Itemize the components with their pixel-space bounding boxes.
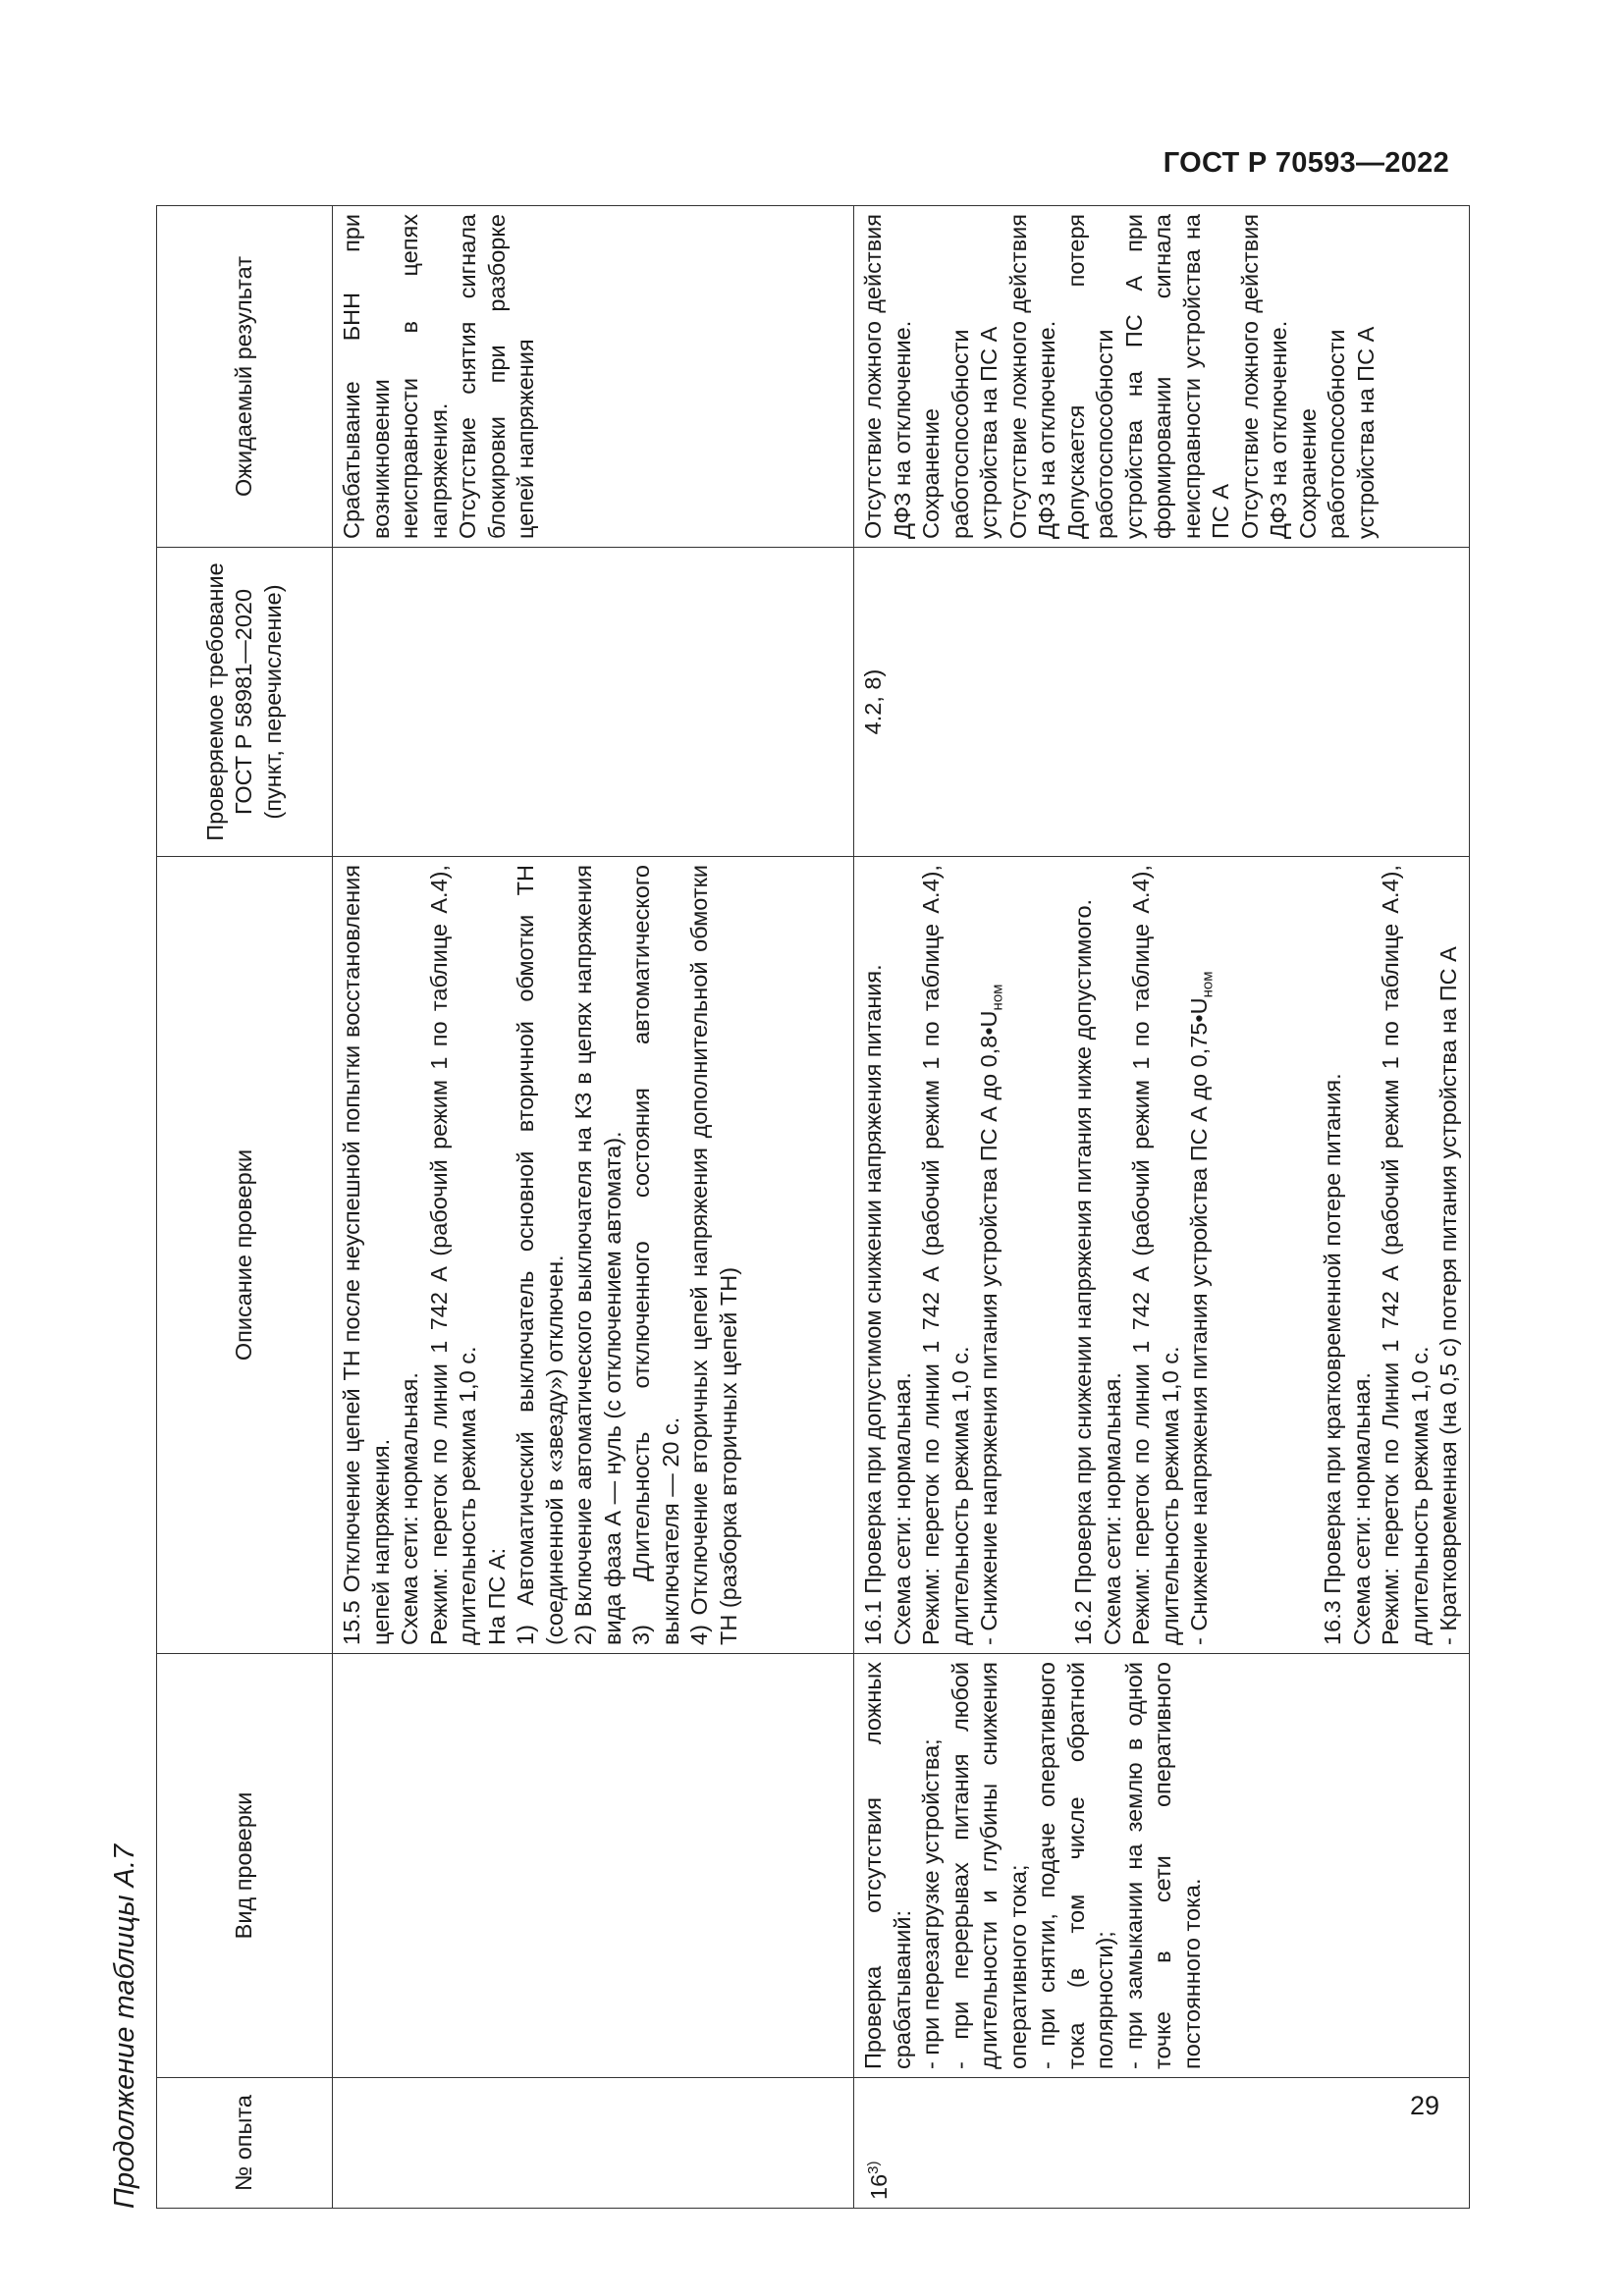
step-subscript: ном bbox=[989, 984, 1006, 1011]
cell-number bbox=[333, 2078, 854, 2209]
check-type-line: - при замыкании на землю в одной точке в сети оперативного постоянного тока. bbox=[1120, 1662, 1205, 2069]
description-line: Режим: переток по Линии 1 742 А (рабочий режим 1 по таблице А.4), длительность режима 1,0 с. bbox=[1378, 865, 1433, 1645]
footnote-mark: 3) bbox=[865, 2161, 882, 2174]
description-line: Схема сети: нормальная. bbox=[889, 1372, 915, 1645]
column-header-number: № опыта bbox=[157, 2078, 333, 2209]
description-line bbox=[1185, 865, 1222, 1645]
result-line: Сохранение работоспособности устройства на ПС А bbox=[1294, 326, 1379, 539]
description-line: Режим: переток по линии 1 742 А (рабочий режим 1 по таблице А.4), длительность режима 1,0 с. bbox=[425, 865, 480, 1645]
result-line: Срабатывание БНН при возникновении неисправности в цепях напряжения. bbox=[339, 214, 452, 539]
description-line: 4) Отключение вторичных цепей напряжения дополнительной обмотки ТН (разборка вторичных цепей ТН) bbox=[686, 865, 741, 1645]
description-line: 3) Длительность отключенного состояния автоматического выключателя — 20 с. bbox=[628, 865, 683, 1645]
table-header-row bbox=[157, 206, 333, 2209]
result-line: Отсутствие ложного действия ДФЗ на отключение. bbox=[1236, 214, 1291, 539]
check-type-line: - при перерывах питания любой длительности и глубины снижения оперативного тока; bbox=[947, 1662, 1031, 2069]
cell-number bbox=[854, 2078, 1470, 2209]
cell-check-type bbox=[854, 1654, 1470, 2078]
column-header-expected-result: Ожидаемый результат bbox=[157, 206, 333, 548]
result-line: Отсутствие ложного действия ДФЗ на отключение. bbox=[860, 214, 915, 539]
spacer bbox=[1012, 865, 1069, 1645]
column-header-check-type: Вид проверки bbox=[157, 1654, 333, 2078]
cell-expected-result bbox=[333, 206, 854, 548]
description-line: - Кратковременная (на 0,5 с) потеря питания устройства на ПС А bbox=[1435, 946, 1462, 1645]
column-header-requirement: Проверяемое требование ГОСТ Р 58981—2020 (пункт, перечисление) bbox=[157, 548, 333, 857]
description-line: Режим: переток по линии 1 742 А (рабочий режим 1 по таблице А.4), длительность режима 1,0 с. bbox=[1128, 865, 1183, 1645]
cell-description bbox=[333, 857, 854, 1654]
description-line: 15.5 Отключение цепей ТН после неуспешной попытки восстановления цепей напряжения. bbox=[339, 865, 394, 1645]
subtest-title: 16.3 Проверка при кратковременной потере питания. bbox=[1320, 1073, 1346, 1645]
step-text: - Снижение напряжения питания устройства ПС А до 0,75•U bbox=[1186, 997, 1213, 1645]
description-line: 1) Автоматический выключатель основной вторичной обмотки ТН (соединенной в «звезду») отключен. bbox=[513, 865, 568, 1645]
result-line: Отсутствие ложного действия ДФЗ на отключение. bbox=[1004, 214, 1059, 539]
check-type-line: Проверка отсутствия ложных срабатываний: bbox=[860, 1662, 915, 2069]
description-line: Схема сети: нормальная. bbox=[1348, 1372, 1375, 1645]
description-line: Схема сети: нормальная. bbox=[1099, 1372, 1125, 1645]
document-header: ГОСТ Р 70593—2022 bbox=[1163, 147, 1449, 179]
subtest-title: 16.1 Проверка при допустимом снижении напряжения питания. bbox=[860, 964, 886, 1645]
continuation-title: Продолжение таблицы А.7 bbox=[109, 1843, 140, 2209]
cell-expected-result bbox=[854, 206, 1470, 548]
description-line: 2) Включение автоматического выключателя на КЗ в цепях напряжения вида фаза А — нуль (с отключением автомата). bbox=[570, 865, 625, 1645]
result-line: Допускается потеря работоспособности устройства на ПС А при формировании сигнала неисправности устройства на ПС А bbox=[1062, 214, 1233, 539]
cell-requirement: 4.2, 8) bbox=[854, 548, 1470, 857]
check-type-line: - при снятии, подаче оперативного тока (в том числе обратной полярности); bbox=[1034, 1662, 1117, 2069]
subtest-title: 16.2 Проверка при снижении напряжения питания ниже допустимого. bbox=[1070, 898, 1097, 1645]
page-number: 29 bbox=[1409, 2091, 1439, 2120]
cell-check-type bbox=[333, 1654, 854, 2078]
table-row bbox=[333, 206, 854, 2209]
table-row bbox=[854, 206, 1470, 2209]
column-header-description: Описание проверки bbox=[157, 857, 333, 1654]
spacer bbox=[1222, 865, 1319, 1645]
description-line: Схема сети: нормальная. bbox=[397, 1372, 422, 1645]
test-number: 16 bbox=[865, 2173, 892, 2200]
description-line bbox=[975, 865, 1012, 1645]
step-subscript: ном bbox=[1199, 971, 1217, 998]
cell-requirement bbox=[333, 548, 854, 857]
cell-description bbox=[854, 857, 1470, 1654]
result-line: Отсутствие снятия сигнала блокировки при разборке цепей напряжения bbox=[455, 214, 538, 539]
test-table bbox=[156, 205, 1470, 2209]
step-text: - Снижение напряжения питания устройства ПС А до 0,8•U bbox=[976, 1010, 1001, 1645]
check-type-line: - при перезагрузке устройства; bbox=[918, 1738, 944, 2069]
description-line: На ПС А: bbox=[483, 1547, 510, 1645]
description-line: Режим: переток по линии 1 742 А (рабочий режим 1 по таблице А.4), длительность режима 1,0 с. bbox=[918, 865, 973, 1645]
result-line: Сохранение работоспособности устройства на ПС А bbox=[918, 326, 1001, 539]
